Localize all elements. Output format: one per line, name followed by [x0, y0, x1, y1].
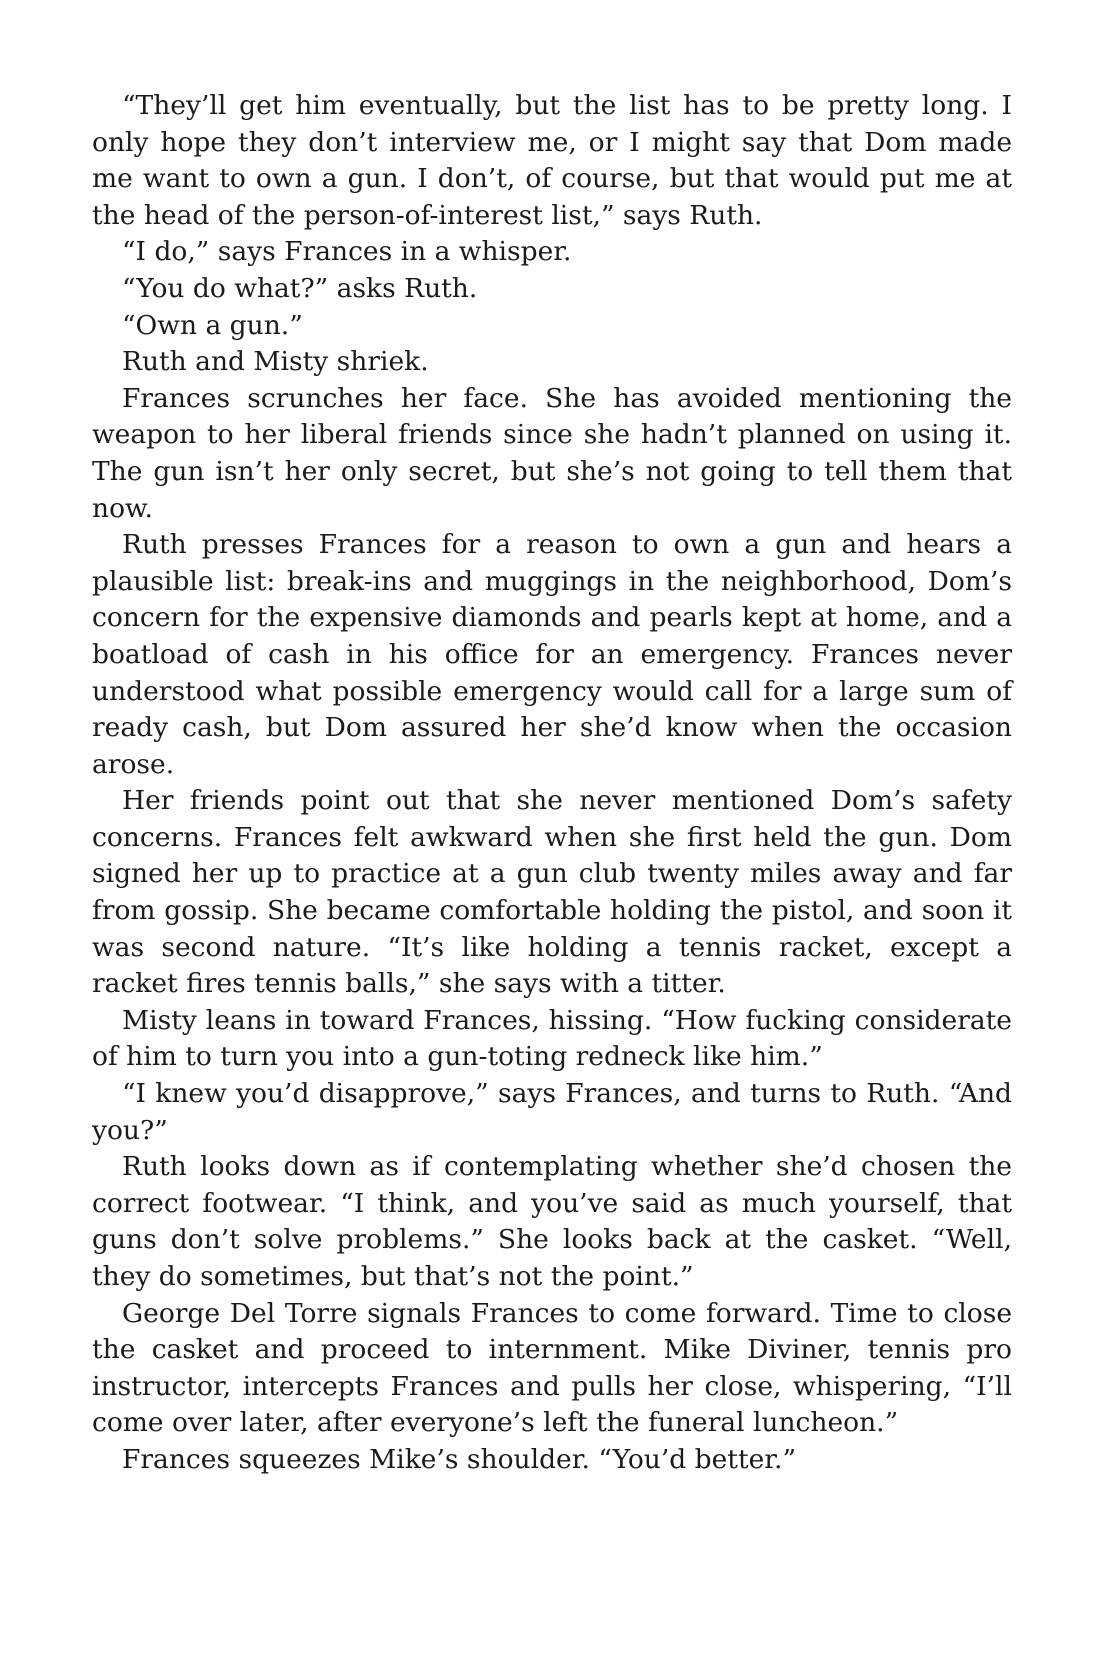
paragraph: Ruth looks down as if contemplating whether she’d chosen the correct footwear. “I think, and you’ve said as much yourself, that guns don’t solve problems.” She looks back at the casket. “Well, they do sometimes, but that’s not the point.”: [92, 1151, 1012, 1292]
paragraph: “Own a gun.”: [122, 309, 303, 341]
paragraph: “I knew you’d disapprove,” says Frances, and turns to Ruth. “And you?”: [92, 1078, 1012, 1146]
page-body: [92, 88, 1012, 1479]
paragraph: Ruth and Misty shriek.: [122, 346, 429, 378]
paragraph: Frances squeezes Mike’s shoulder. “You’d better.”: [122, 1443, 797, 1475]
paragraph: “You do what?” asks Ruth.: [122, 272, 478, 304]
paragraph: Frances scrunches her face. She has avoided mentioning the weapon to her liberal friends since she hadn’t planned on using it. The gun isn’t her only secret, but she’s not going to tell them that now.: [92, 382, 1012, 524]
paragraph: Ruth presses Frances for a reason to own a gun and hears a plausible list: break-ins and muggings in the neighborhood, Dom’s concern for the expensive diamonds and pearls kept at home, and a boatload of cash in his office for an emergency. Frances never understood what possible emergency would call for a large sum of ready cash, but Dom assured her she’d know when the occasion arose.: [92, 529, 1012, 780]
paragraph: Misty leans in toward Frances, hissing. “How fucking considerate of him to turn you into a gun-toting redneck like him.”: [92, 1004, 1012, 1073]
paragraph: “They’ll get him eventually, but the list has to be pretty long. I only hope they don’t interview me, or I might say that Dom made me want to own a gun. I don’t, of course, but that would put me at the head of the person-of-interest list,” says Ruth.: [92, 90, 1012, 231]
paragraph: “I do,” says Frances in a whisper.: [122, 236, 572, 268]
paragraph: Her friends point out that she never mentioned Dom’s safety concerns. Frances felt awkward when she first held the gun. Dom signed her up to practice at a gun club twenty miles away and far from gossip. She became comfortable holding the pistol, and soon it was second nature. “It’s like holding a tennis racket, except a racket fires tennis balls,” she says with a titter.: [92, 785, 1012, 1000]
paragraph: George Del Torre signals Frances to come forward. Time to close the casket and proceed to internment. Mike Diviner, tennis pro instructor, intercepts Frances and pulls her close, whispering, “I’ll come over later, after everyone’s left the funeral luncheon.”: [92, 1297, 1012, 1439]
